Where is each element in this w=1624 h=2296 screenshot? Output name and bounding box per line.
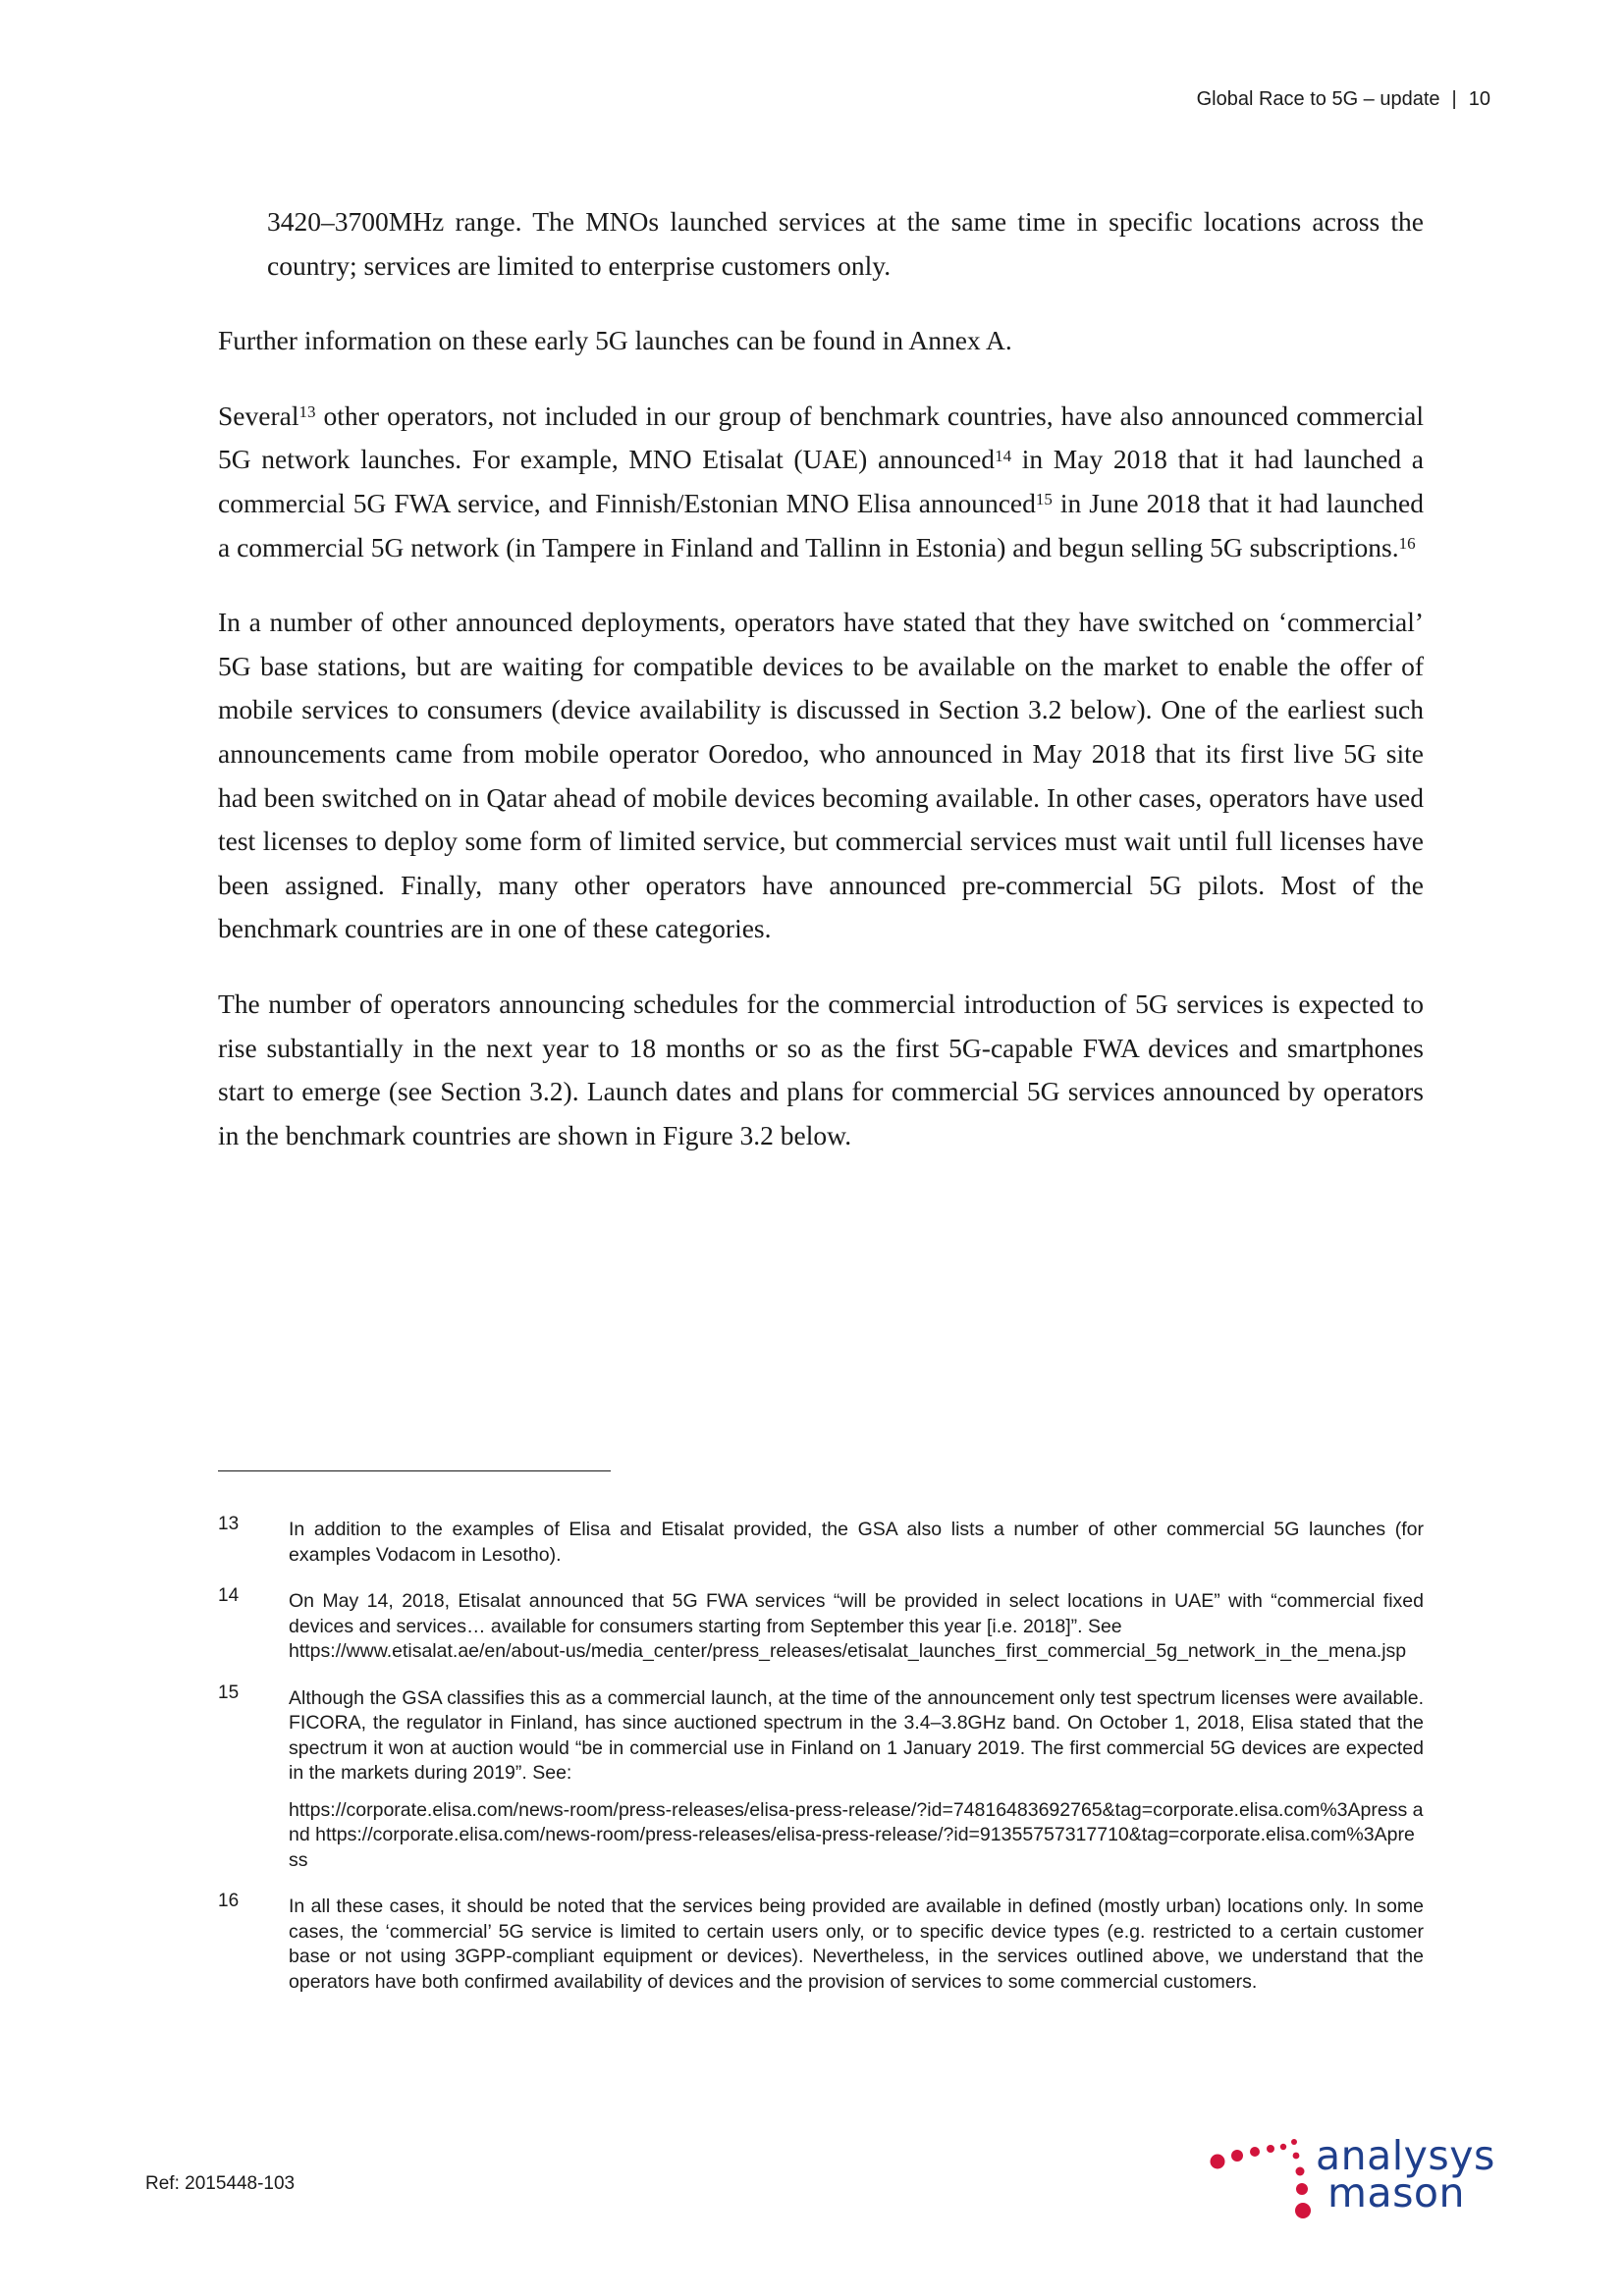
footnote-ref-16: 16 [1398,533,1416,553]
footnote-13 [218,1514,1424,1568]
footnote-15 [218,1682,1424,1874]
footnote-number: 16 [218,1891,240,1911]
paragraph-other-operators [218,395,1424,569]
footnote-text: On May 14, 2018, Etisalat announced that 5G FWA services “will be provided in select locations in UAE” with “commercial fixed devices and services… available for consumers starting from September this year [i.e. 2018]”. See [289,1590,1424,1637]
footnote-text: In all these cases, it should be noted that the services being provided are available in defined (mostly urban) locations only. In some cases, the ‘commercial’ 5G service is limited to certain users only, or to specific device types (e.g. restricted to a certain customer base or not using 3GPP-compliant equipment or devices). Nevertheless, in the services outlined above, we understand that the operators have both confirmed availability of devices and the provision of services to some commercial customers. [289,1896,1424,1993]
document-reference: Ref: 2015448-103 [145,2173,296,2194]
logo-text-mason: mason [1327,2169,1465,2216]
footnote-links[interactable]: https://corporate.elisa.com/news-room/press-releases/elisa-press-release/?id=74816483692765&tag=corporate.elisa.com%3Apress and https://corporate.elisa.com/news-room/press-releases/elisa-press-release/?id=91355757317710&tag=corporate.elisa.com%3Apress [289,1798,1424,1871]
footnote-number: 14 [218,1585,240,1606]
footnote-text: In addition to the examples of Elisa and Etisalat provided, the GSA also lists a number of other commercial 5G launches (for examples Vodacom in Lesotho). [289,1519,1424,1566]
footnote-number: 15 [218,1682,240,1703]
footnote-number: 13 [218,1514,240,1534]
logo-dots-icon [1208,2134,1316,2232]
main-body [218,200,1424,1189]
para3-text-4: in June 2018 that it had launched a commercial 5G network (in Tampere in Finland and Tallinn in Estonia) and begun selling 5G subscriptions. [218,487,1425,562]
paragraph-annex-reference: Further information on these early 5G launches can be found in Annex A. [218,325,1012,356]
running-header [1197,88,1490,111]
header-title: Global Race to 5G – update [1196,88,1440,110]
paragraph-announced-deployments: In a number of other announced deployments, operators have stated that they have switched on ‘commercial’ 5G base stations, but are waiting for compatible devices to be available on the market to enable the offer of mobile services to consumers (device availability is discussed in Section 3.2 below). One of the earliest such announcements came from mobile operator Ooredoo, who announced in May 2018 that its first live 5G site had been switched on in Qatar ahead of mobile devices becoming available. In other cases, operators have used test licenses to deploy some form of limited service, but commercial services must wait until full licenses have been assigned. Finally, many other operators have announced pre-commercial 5G pilots. Most of the benchmark countries are in one of these categories. [218,607,1424,944]
footnote-ref-13: 13 [298,402,316,422]
para3-text-3: in May 2018 that it had launched a commercial 5G FWA service, and Finnish/Estonian MNO Elisa announced [218,444,1424,518]
paragraph-launch-schedules: The number of operators announcing schedules for the commercial introduction of 5G services is expected to rise substantially in the next year to 18 months or so as the first 5G-capable FWA devices and smartphones start to emerge (see Section 3.2). Launch dates and plans for commercial 5G services announced by operators in the benchmark countries are shown in Figure 3.2 below. [218,988,1424,1150]
logo-text-analysys: analysys [1316,2132,1495,2179]
footnotes-section [218,1514,1424,2016]
para3-text-1: Several [218,400,299,431]
footnote-text: Although the GSA classifies this as a commercial launch, at the time of the announcement only test spectrum licenses were available. FICORA, the regulator in Finland, has since auctioned spectrum in the 3.4–3.8GHz band. On October 1, 2018, Elisa stated that the spectrum it won at auction would “be in commercial use in Finland on 1 January 2019. The first commercial 5G devices are expected in the markets during 2019”. See: [289,1686,1424,1784]
footnote-link[interactable]: https://www.etisalat.ae/en/about-us/media_center/press_releases/etisalat_launches_first_commercial_5g_network_in_the_mena.jsp [289,1640,1407,1662]
paragraph-continuation: 3420–3700MHz range. The MNOs launched services at the same time in specific locations across the country; services are limited to enterprise customers only. [267,206,1424,281]
footnote-14 [218,1585,1424,1665]
para3-text-2: other operators, not included in our group of benchmark countries, have also announced commercial 5G network launches. For example, MNO Etisalat (UAE) announced [218,400,1424,475]
page-number: 10 [1468,88,1490,110]
analysys-mason-logo [1208,2134,1502,2232]
footnote-ref-15: 15 [1035,490,1053,509]
footnote-divider [218,1470,611,1471]
header-separator: | [1451,88,1457,110]
footnote-ref-14: 14 [995,446,1012,465]
footnote-16 [218,1891,1424,1995]
